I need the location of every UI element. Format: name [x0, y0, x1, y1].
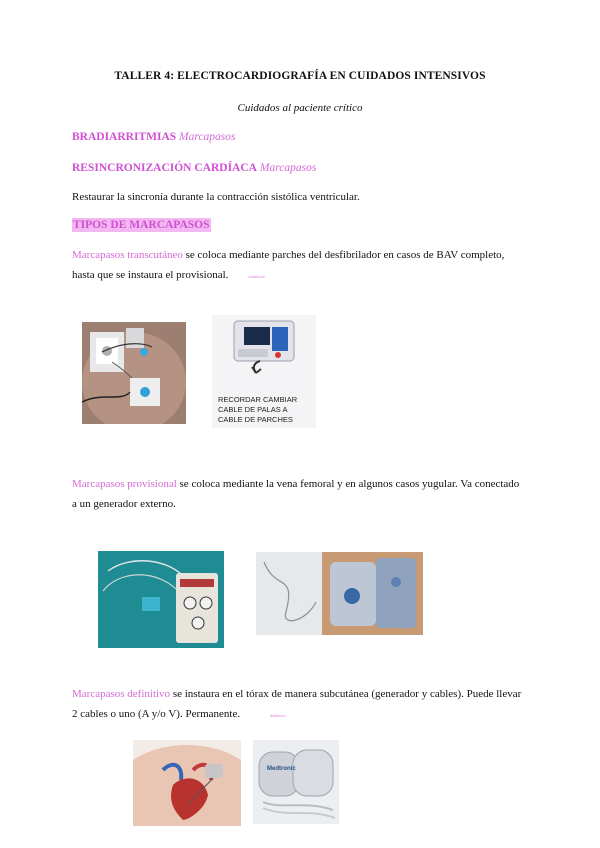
- external-generator-illustration: [98, 551, 224, 648]
- definitivo-tiny-note: definitivo: [270, 713, 286, 718]
- caption-line-1: RECORDAR CAMBIAR: [218, 395, 298, 404]
- provisional-lead-image: [256, 552, 423, 635]
- provisional-term: Marcapasos provisional: [72, 478, 177, 490]
- bradiarritmias-heading: [72, 131, 235, 143]
- provisional-lead-illustration: [256, 552, 423, 635]
- definitivo-text1: se instaura en el tórax de manera subcutánea (generador y cables). Puede llevar: [170, 688, 522, 700]
- tipos-heading: [72, 219, 211, 231]
- pacemaker-brand-label: Medtronic: [267, 766, 296, 772]
- defibrillator-caption: [218, 395, 297, 425]
- pacemaker-device-image: [253, 740, 339, 824]
- caption-line-2: CABLE DE PALAS A: [218, 405, 288, 414]
- caption-line-3: CABLE DE PARCHES: [218, 415, 293, 424]
- resincronizacion-heading: [72, 162, 316, 174]
- external-generator-image: [98, 551, 224, 648]
- transcutaneo-term: Marcapasos transcutáneo: [72, 249, 183, 261]
- heart-anatomy-image: [133, 740, 241, 826]
- transcutaneo-tiny-note: transitorio: [248, 274, 265, 279]
- transcutaneo-text2: hasta que se instaura el provisional.: [72, 269, 229, 281]
- definitivo-term: Marcapasos definitivo: [72, 688, 171, 700]
- bradiarritmias-label: BRADIARRITMIAS: [72, 131, 177, 143]
- chest-patches-image: [82, 322, 186, 424]
- definitivo-paragraph: [72, 684, 542, 726]
- transcutaneo-paragraph: [72, 245, 542, 287]
- resincronizacion-note: Marcapasos: [259, 162, 317, 174]
- chest-patches-illustration: [82, 322, 186, 424]
- provisional-text2: a un generador externo.: [72, 498, 176, 510]
- transcutaneo-text1: se coloca mediante parches del desfibrilador en casos de BAV completo,: [182, 249, 505, 261]
- heart-anatomy-illustration: [133, 740, 241, 826]
- provisional-paragraph: [72, 474, 542, 514]
- provisional-text1: se coloca mediante la vena femoral y en algunos casos yugular. Va conectado: [176, 478, 520, 490]
- resincronizacion-label: RESINCRONIZACIÓN CARDÍACA: [72, 162, 257, 174]
- definitivo-text2: 2 cables o uno (A y/o V). Permanente.: [72, 708, 241, 720]
- restaurar-paragraph: Restaurar la sincronía durante la contracción sistólica ventricular.: [72, 191, 360, 203]
- pacemaker-device-illustration: [253, 740, 339, 824]
- document-subtitle: Cuidados al paciente crítico: [237, 102, 363, 114]
- document-title: TALLER 4: ELECTROCARDIOGRAFÍA EN CUIDADOS INTENSIVOS: [114, 70, 486, 82]
- defibrillator-illustration: [212, 315, 316, 375]
- bradiarritmias-note: Marcapasos: [179, 131, 236, 143]
- defibrillator-image: [212, 315, 316, 428]
- tipos-label: TIPOS DE MARCAPASOS: [73, 219, 210, 231]
